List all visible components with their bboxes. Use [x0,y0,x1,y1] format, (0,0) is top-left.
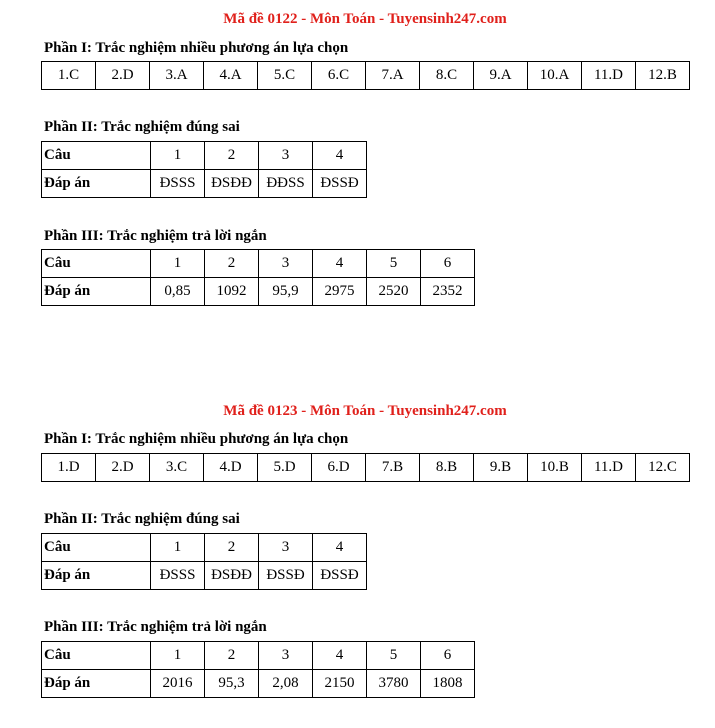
answer-cell: 5.D [258,454,312,482]
answer-cell: 7.B [366,454,420,482]
row-label: Câu [42,142,151,170]
answer-cell: 2016 [151,670,205,698]
table-row [42,534,367,562]
table-row [42,670,475,698]
part2-answer-table [41,141,367,198]
answer-cell: 95,3 [205,670,259,698]
row-label: Câu [42,250,151,278]
part1-title: Phần I: Trắc nghiệm nhiều phương án lựa chọn [44,40,349,56]
question-cell: 1 [151,250,205,278]
question-cell: 4 [313,642,367,670]
answer-cell: 95,9 [259,278,313,306]
part3-title: Phần III: Trắc nghiệm trả lời ngắn [44,619,267,635]
part3-answer-table [41,249,475,306]
answer-cell: 7.A [366,62,420,90]
answer-cell: 3.A [150,62,204,90]
question-cell: 6 [421,250,475,278]
question-cell: 4 [313,250,367,278]
part1-title: Phần I: Trắc nghiệm nhiều phương án lựa chọn [44,431,349,447]
question-cell: 3 [259,250,313,278]
answer-cell: ĐSSS [151,562,205,590]
table-row [42,250,475,278]
answer-cell: 0,85 [151,278,205,306]
part2-title: Phần II: Trắc nghiệm đúng sai [44,511,240,527]
row-label: Câu [42,534,151,562]
answer-cell: 10.A [528,62,582,90]
table-row [42,142,367,170]
question-cell: 1 [151,642,205,670]
row-label: Đáp án [42,670,151,698]
answer-cell: ĐSĐĐ [205,170,259,198]
question-cell: 5 [367,642,421,670]
question-cell: 5 [367,250,421,278]
table-row [42,454,690,482]
exam-title: Mã đề 0123 - Môn Toán - Tuyensinh247.com [223,403,507,419]
answer-cell: 6.C [312,62,366,90]
answer-cell: ĐSSĐ [259,562,313,590]
part2-title: Phần II: Trắc nghiệm đúng sai [44,119,240,135]
answer-cell: 4.A [204,62,258,90]
answer-cell: 1092 [205,278,259,306]
answer-cell: 2150 [313,670,367,698]
row-label: Đáp án [42,170,151,198]
table-row [42,642,475,670]
answer-cell: 2,08 [259,670,313,698]
question-cell: 2 [205,642,259,670]
answer-cell: 2975 [313,278,367,306]
answer-cell: ĐSĐĐ [205,562,259,590]
row-label: Đáp án [42,562,151,590]
part3-answer-table [41,641,475,698]
question-cell: 2 [205,534,259,562]
exam-title: Mã đề 0122 - Môn Toán - Tuyensinh247.com [223,11,507,27]
question-cell: 6 [421,642,475,670]
answer-cell: 3.C [150,454,204,482]
answer-cell: 3780 [367,670,421,698]
part3-title: Phần III: Trắc nghiệm trả lời ngắn [44,228,267,244]
part1-answer-table [41,61,690,90]
question-cell: 3 [259,142,313,170]
answer-cell: 11.D [582,62,636,90]
answer-cell: 1808 [421,670,475,698]
answer-cell: 9.B [474,454,528,482]
question-cell: 3 [259,534,313,562]
answer-cell: 12.B [636,62,690,90]
question-cell: 2 [205,250,259,278]
answer-cell: 4.D [204,454,258,482]
answer-cell: ĐSSĐ [313,562,367,590]
answer-cell: 10.B [528,454,582,482]
question-cell: 4 [313,534,367,562]
question-cell: 3 [259,642,313,670]
table-row [42,278,475,306]
table-row [42,562,367,590]
answer-cell: 9.A [474,62,528,90]
answer-cell: 8.C [420,62,474,90]
answer-cell: 12.C [636,454,690,482]
answer-cell: 5.C [258,62,312,90]
answer-cell: 2.D [96,62,150,90]
question-cell: 1 [151,142,205,170]
question-cell: 1 [151,534,205,562]
question-cell: 4 [313,142,367,170]
part1-answer-table [41,453,690,482]
answer-cell: ĐSSS [151,170,205,198]
answer-cell: 1.D [42,454,96,482]
answer-cell: ĐSSĐ [313,170,367,198]
row-label: Đáp án [42,278,151,306]
answer-cell: 6.D [312,454,366,482]
answer-cell: 2352 [421,278,475,306]
answer-cell: 1.C [42,62,96,90]
answer-cell: 11.D [582,454,636,482]
question-cell: 2 [205,142,259,170]
answer-cell: 2.D [96,454,150,482]
row-label: Câu [42,642,151,670]
answer-cell: 8.B [420,454,474,482]
table-row [42,170,367,198]
table-row [42,62,690,90]
answer-cell: ĐĐSS [259,170,313,198]
answer-cell: 2520 [367,278,421,306]
part2-answer-table [41,533,367,590]
